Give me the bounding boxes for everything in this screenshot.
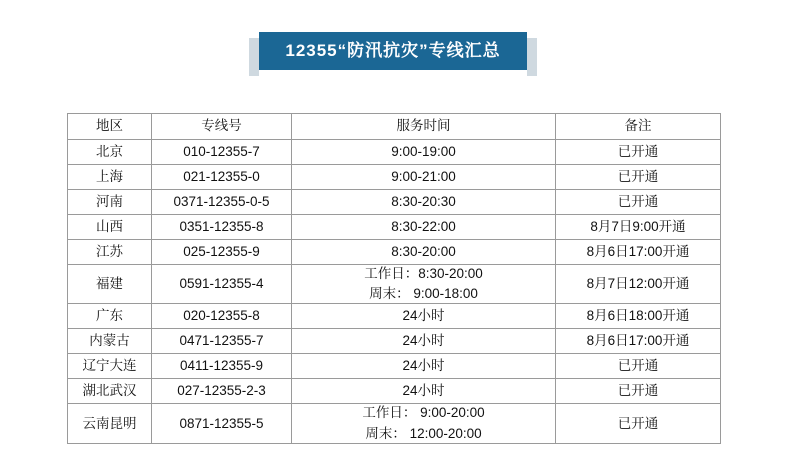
cell-region: 河南 [68,190,152,215]
cell-note: 8月7日9:00开通 [556,215,721,240]
cell-note: 已开通 [556,404,721,443]
cell-note: 8月6日18:00开通 [556,304,721,329]
hotline-table [67,113,721,444]
table-row [68,240,721,265]
table-row [68,215,721,240]
hotline-table-container [67,113,720,444]
table-row [68,140,721,165]
cell-number: 020-12355-8 [152,304,292,329]
cell-number: 0591-12355-4 [152,265,292,304]
cell-region: 广东 [68,304,152,329]
title-banner-container [0,32,786,70]
cell-note: 已开通 [556,190,721,215]
cell-hours: 8:30-22:00 [292,215,556,240]
table-header [68,114,721,140]
cell-hours: 24小时 [292,379,556,404]
cell-note: 已开通 [556,354,721,379]
table-row [68,304,721,329]
cell-region: 上海 [68,165,152,190]
cell-hours: 24小时 [292,354,556,379]
cell-number: 010-12355-7 [152,140,292,165]
cell-hours: 8:30-20:30 [292,190,556,215]
cell-region: 山西 [68,215,152,240]
cell-number: 0411-12355-9 [152,354,292,379]
cell-number: 0871-12355-5 [152,404,292,443]
cell-region: 福建 [68,265,152,304]
cell-hours: 8:30-20:00 [292,240,556,265]
table-row [68,404,721,443]
cell-hours-line-2: 周末： 12:00-20:00 [365,425,482,441]
cell-hours [292,265,556,304]
table-body [68,140,721,444]
cell-number: 0471-12355-7 [152,329,292,354]
cell-note: 已开通 [556,379,721,404]
cell-note: 已开通 [556,140,721,165]
cell-hours-line-2: 周末： 9:00-18:00 [369,286,478,302]
cell-region: 北京 [68,140,152,165]
cell-number: 021-12355-0 [152,165,292,190]
cell-number: 0351-12355-8 [152,215,292,240]
table-row [68,265,721,304]
cell-number: 0371-12355-0-5 [152,190,292,215]
cell-region: 江苏 [68,240,152,265]
table-row [68,329,721,354]
page-title: 12355“防汛抗灾”专线汇总 [259,32,526,70]
cell-note: 8月6日17:00开通 [556,329,721,354]
cell-number: 027-12355-2-3 [152,379,292,404]
cell-hours: 9:00-21:00 [292,165,556,190]
cell-region: 辽宁大连 [68,354,152,379]
column-header-number: 专线号 [152,114,292,140]
cell-hours [292,404,556,443]
table-row [68,379,721,404]
column-header-hours: 服务时间 [292,114,556,140]
cell-note: 8月7日12:00开通 [556,265,721,304]
cell-region: 内蒙古 [68,329,152,354]
cell-hours: 24小时 [292,304,556,329]
cell-region: 湖北武汉 [68,379,152,404]
column-header-note: 备注 [556,114,721,140]
table-row [68,354,721,379]
cell-note: 已开通 [556,165,721,190]
column-header-region: 地区 [68,114,152,140]
cell-note: 8月6日17:00开通 [556,240,721,265]
table-row [68,165,721,190]
cell-region: 云南昆明 [68,404,152,443]
cell-hours-line-1: 工作日：8:30-20:00 [364,266,483,281]
table-header-row [68,114,721,140]
cell-number: 025-12355-9 [152,240,292,265]
cell-hours-line-1: 工作日： 9:00-20:00 [362,405,485,421]
cell-hours: 9:00-19:00 [292,140,556,165]
table-row [68,190,721,215]
cell-hours: 24小时 [292,329,556,354]
